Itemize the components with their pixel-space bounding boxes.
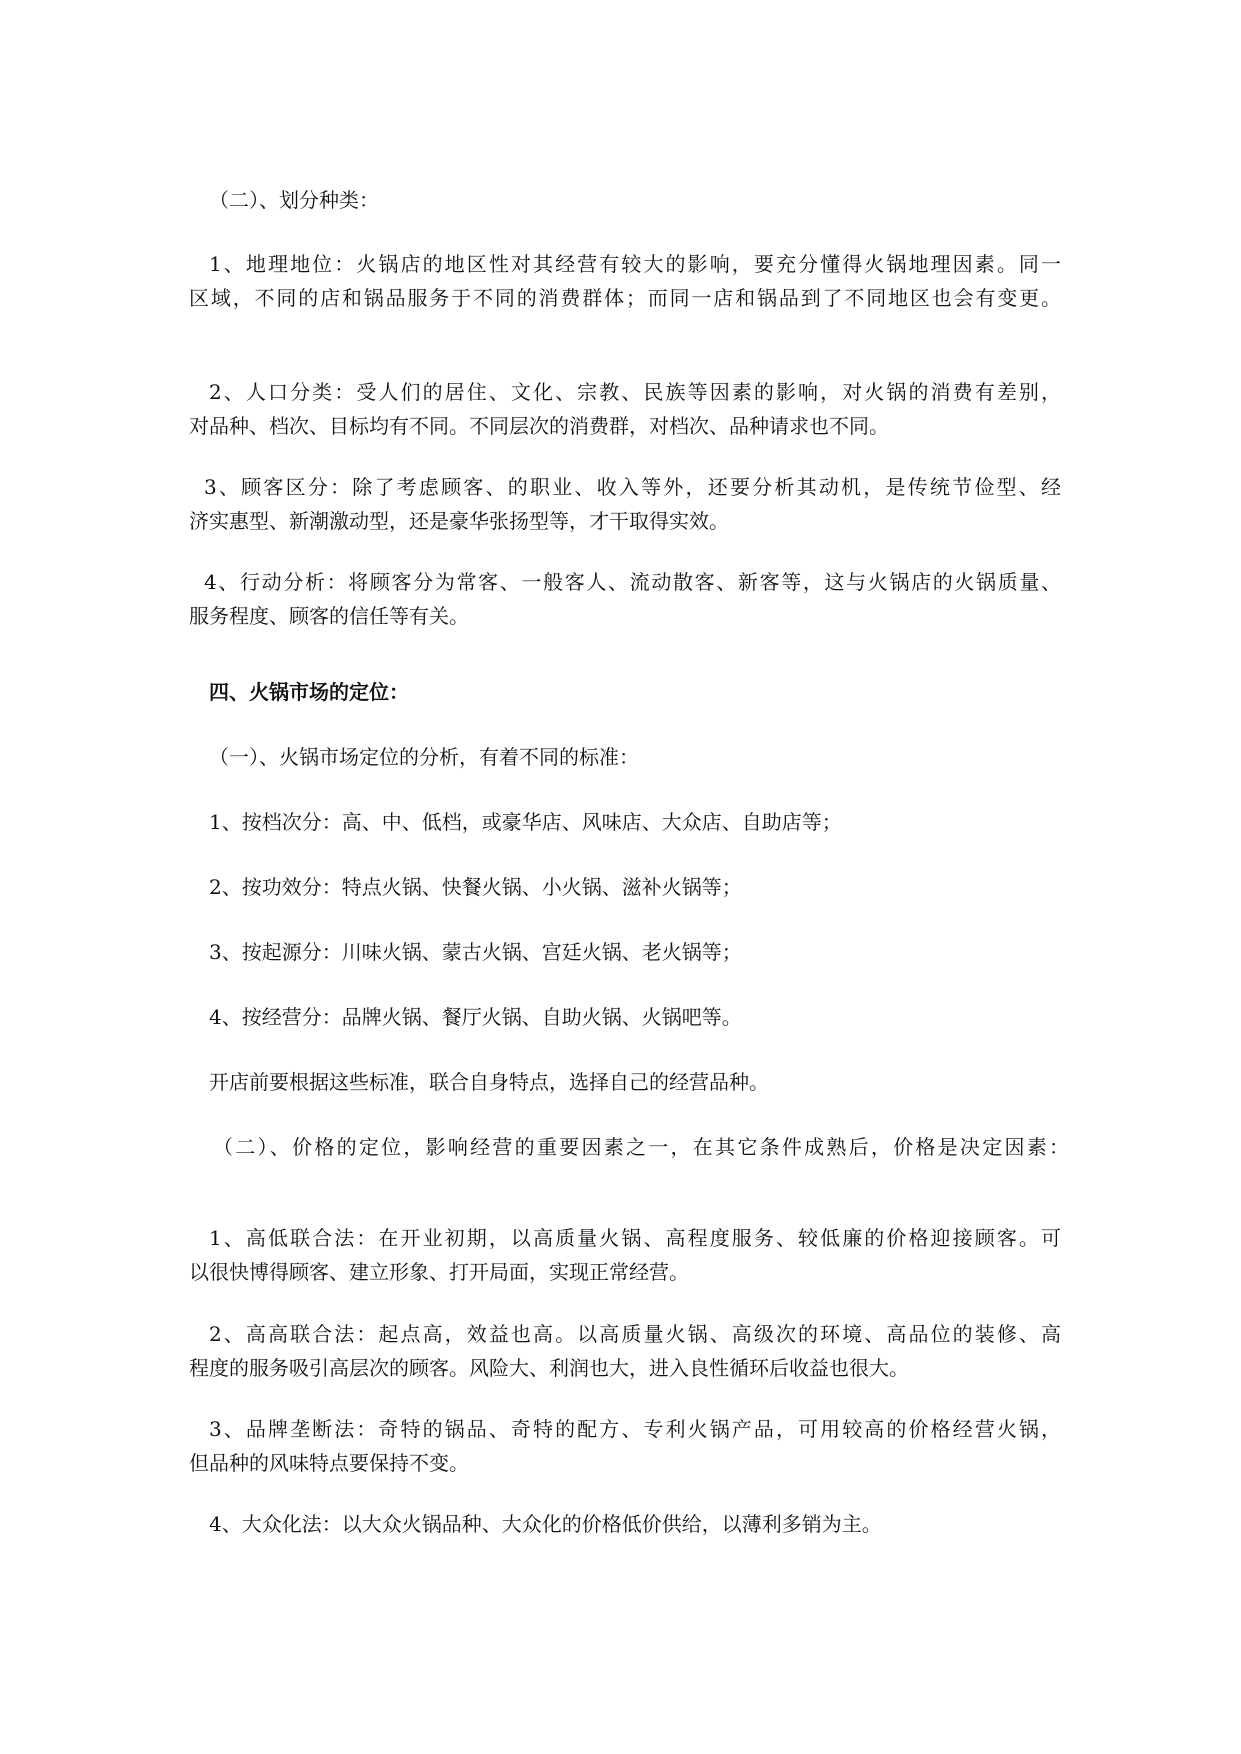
section-2-title: （二）、划分种类： [209, 188, 379, 212]
s4-1-note: 开店前要根据这些标准，联合自身特点，选择自己的经营品种。 [209, 1070, 769, 1094]
s4-1-title: （一）、火锅市场定位的分析，有着不同的标准： [209, 745, 639, 769]
s4-2-paragraph-3: 3、品牌垄断法：奇特的锅品、奇特的配方、专利火锅产品，可用较高的价格经营火锅， 但品种的风味特点要保持不变。 [189, 1417, 1061, 1475]
s4-2-paragraph-4: 4、大众化法：以大众火锅品种、大众化的价格低价供给，以薄利多销为主。 [209, 1512, 882, 1536]
s4-1-item-2: 2、按功效分：特点火锅、快餐火锅、小火锅、滋补火锅等； [209, 875, 742, 899]
s4-1-item-4: 4、按经营分：品牌火锅、餐厅火锅、自助火锅、火锅吧等。 [209, 1005, 742, 1029]
s4-1-item-3: 3、按起源分：川味火锅、蒙古火锅、宫廷火锅、老火锅等； [209, 940, 742, 964]
s2-paragraph-4: 4、行动分析：将顾客分为常客、一般客人、流动散客、新客等，这与火锅店的火锅质量、 服务程度、顾客的信任等有关。 [189, 570, 1061, 628]
s2-paragraph-1: 1、地理地位：火锅店的地区性对其经营有较大的影响，要充分懂得火锅地理因素。同一 区域，不同的店和锅品服务于不同的消费群体；而同一店和锅品到了不同地区也会有变更。 [189, 252, 1061, 310]
heading-market-positioning: 四、火锅市场的定位： [209, 680, 409, 704]
s4-1-item-1: 1、按档次分：高、中、低档，或豪华店、风味店、大众店、自助店等； [209, 810, 842, 834]
s4-2-paragraph-1: 1、高低联合法：在开业初期，以高质量火锅、高程度服务、较低廉的价格迎接顾客。可 以很快博得顾客、建立形象、打开局面，实现正常经营。 [189, 1226, 1061, 1284]
s2-paragraph-3: 3、顾客区分：除了考虑顾客、的职业、收入等外，还要分析其动机，是传统节俭型、经 济实惠型、新潮激动型，还是豪华张扬型等，才干取得实效。 [189, 475, 1061, 533]
s4-2-title: （二）、价格的定位，影响经营的重要因素之一，在其它条件成熟后，价格是决定因素： [213, 1135, 1069, 1159]
s4-2-paragraph-2: 2、高高联合法：起点高，效益也高。以高质量火锅、高级次的环境、高品位的装修、高 程度的服务吸引高层次的顾客。风险大、利润也大，进入良性循环后收益也很大。 [189, 1322, 1061, 1380]
s2-paragraph-2: 2、人口分类：受人们的居住、文化、宗教、民族等因素的影响，对火锅的消费有差别， 对品种、档次、目标均有不同。不同层次的消费群，对档次、品种请求也不同。 [189, 380, 1061, 438]
